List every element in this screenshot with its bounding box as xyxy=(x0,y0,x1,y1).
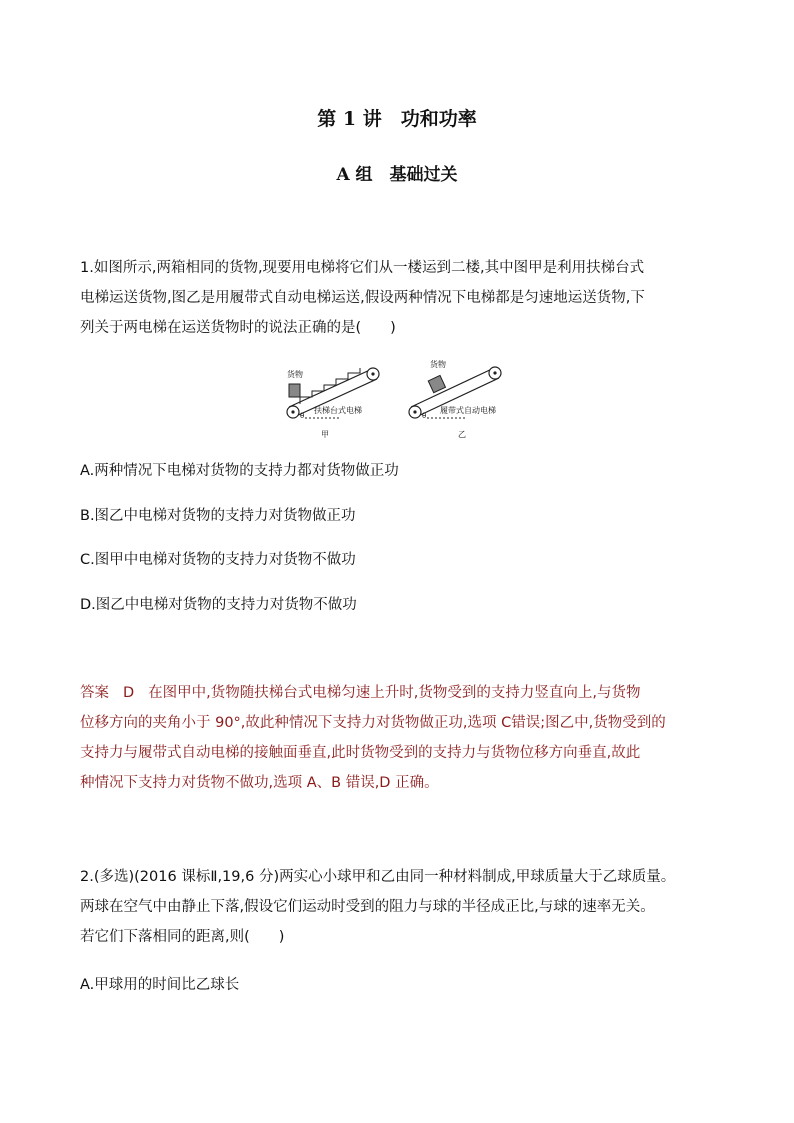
question-2-line: 2.(多选)(2016 课标Ⅱ,19,6 分)两实心小球甲和乙由同一种材料制成,甲球质量大于乙球质量。 xyxy=(80,869,676,885)
answer-line: 位移方向的夹角小于 90°,故此种情况下支持力对货物做正功,选项 C错误;图乙中,货物受到的 xyxy=(80,715,666,731)
answer-label: 答案 xyxy=(80,685,109,701)
step-escalator-diagram xyxy=(287,368,379,439)
question-1-answer xyxy=(80,678,720,798)
question-1-line: 电梯运送货物,图乙是用履带式自动电梯运送,假设两种情况下电梯都是匀速地运送货物,下 xyxy=(80,290,645,306)
answer-line: 种情况下支持力对货物不做功,选项 A、B 错误,D 正确。 xyxy=(80,775,439,791)
question-1-stem xyxy=(80,253,720,343)
section-subtitle: A 组 基础过关 xyxy=(336,165,458,185)
answer-line: 在图甲中,货物随扶梯台式电梯匀速上升时,货物受到的支持力竖直向上,与货物 xyxy=(148,685,641,701)
question-1-option-c[interactable]: C.图甲中电梯对货物的支持力对货物不做功 xyxy=(80,552,356,568)
question-1-option-d[interactable]: D.图乙中电梯对货物的支持力对货物不做功 xyxy=(80,597,357,613)
escalator-diagram xyxy=(280,355,520,445)
question-2-line: 两球在空气中由静止下落,假设它们运动时受到的阻力与球的半径成正比,与球的速率无关。 xyxy=(80,899,655,915)
cargo-label-right: 货物 xyxy=(430,360,446,369)
step-escalator-label: 扶梯台式电梯 xyxy=(314,406,362,415)
question-1-line: 1.如图所示,两箱相同的货物,现要用电梯将它们从一楼运到二楼,其中图甲是利用扶梯台式 xyxy=(80,260,645,276)
question-1-line: 列关于两电梯在运送货物时的说法正确的是( ) xyxy=(80,320,396,336)
theta-label-left: θ xyxy=(300,412,305,420)
answer-first-line xyxy=(80,678,720,708)
belt-escalator-label: 履带式自动电梯 xyxy=(440,406,496,415)
page-title: 第 1 讲 功和功率 xyxy=(317,108,477,130)
question-2-option-a[interactable]: A.甲球用的时间比乙球长 xyxy=(80,977,240,993)
figure-caption-right: 乙 xyxy=(458,430,466,439)
answer-line: 支持力与履带式自动电梯的接触面垂直,此时货物受到的支持力与货物位移方向垂直,故此 xyxy=(80,745,641,761)
question-2-stem xyxy=(80,862,720,952)
answer-key: D xyxy=(123,685,135,701)
theta-label-right: θ xyxy=(422,412,427,420)
escalator-figure xyxy=(280,355,520,445)
question-2-line: 若它们下落相同的距离,则( ) xyxy=(80,929,285,945)
figure-caption-left: 甲 xyxy=(321,430,329,439)
belt-escalator-diagram xyxy=(409,359,501,439)
cargo-label-left: 货物 xyxy=(287,370,303,379)
question-1-option-a[interactable]: A.两种情况下电梯对货物的支持力都对货物做正功 xyxy=(80,463,399,479)
question-1-option-b[interactable]: B.图乙中电梯对货物的支持力对货物做正功 xyxy=(80,508,356,524)
